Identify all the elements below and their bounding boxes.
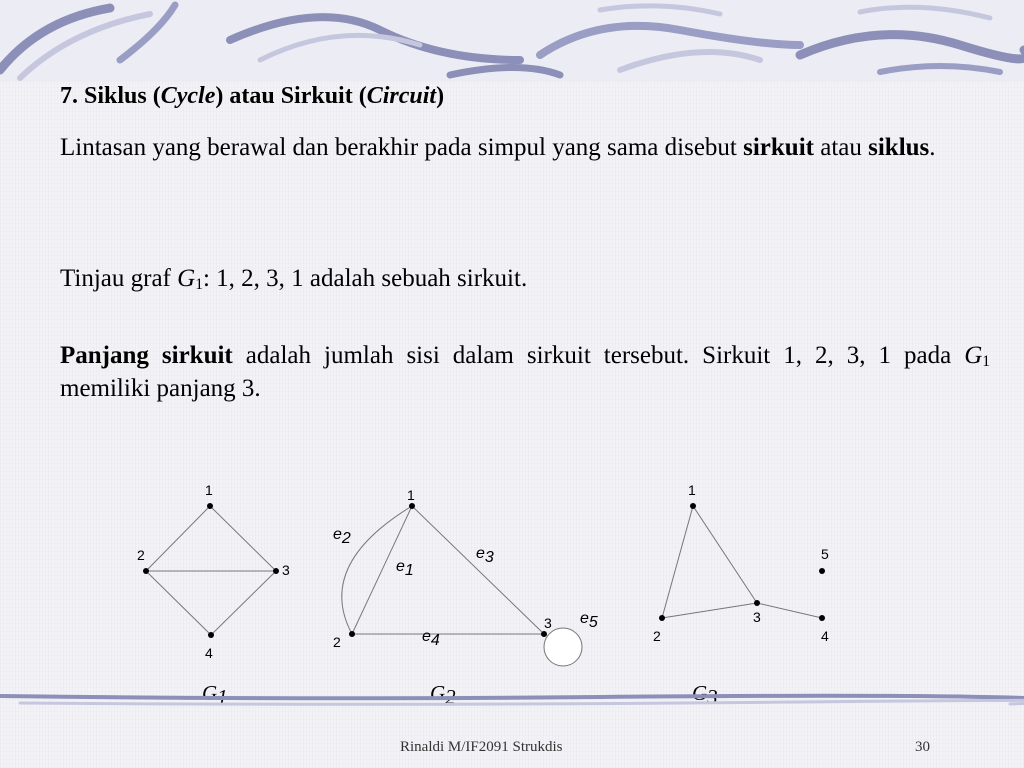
graph-g3 xyxy=(653,482,829,709)
g2-vertex-3 xyxy=(541,631,547,637)
title-term-cycle: Cycle xyxy=(160,83,216,109)
length-paragraph xyxy=(60,340,990,405)
p2-graph-sub: 1 xyxy=(195,276,203,294)
g2-vertex-label-1: 1 xyxy=(407,487,415,503)
slide-title xyxy=(60,81,990,112)
g2-vertex-1 xyxy=(409,503,415,509)
top-decoration-strokes xyxy=(0,0,1024,82)
graph-g2 xyxy=(333,487,598,709)
g1-vertex-1 xyxy=(207,503,213,509)
term-sirkuit: sirkuit xyxy=(743,134,814,161)
g3-vertex-label-5: 5 xyxy=(821,546,829,562)
term-siklus: siklus xyxy=(868,134,930,161)
graph-g1 xyxy=(137,482,290,709)
g1-label: G1 xyxy=(202,681,228,709)
p2-graph-name: G xyxy=(177,265,196,292)
g2-vertex-label-3: 3 xyxy=(544,615,552,631)
g2-edge-label-e1: e1 xyxy=(396,558,414,579)
g3-vertex-label-2: 2 xyxy=(653,628,661,644)
title-middle: ) atau Sirkuit ( xyxy=(215,83,367,109)
g1-vertex-label-4: 4 xyxy=(205,645,213,661)
g3-vertex-4 xyxy=(819,615,825,621)
title-term-circuit: Circuit xyxy=(366,83,437,109)
p1-text-a: Lintasan yang berawal dan berakhir pada simpul yang sama disebut xyxy=(60,134,744,161)
g3-vertex-5 xyxy=(819,568,825,574)
title-close: ) xyxy=(436,83,445,109)
g1-vertex-3 xyxy=(273,568,279,574)
p3-text-b: memiliki panjang 3. xyxy=(60,374,261,402)
p2-text-b: : 1, 2, 3, 1 adalah sebuah sirkuit. xyxy=(202,265,528,292)
g2-edge-label-e5: e5 xyxy=(580,610,598,631)
p1-text-b: atau xyxy=(813,134,869,161)
title-number: 7. Siklus ( xyxy=(60,83,161,109)
g3-label: G3 xyxy=(692,681,718,709)
g3-vertex-2 xyxy=(659,615,665,621)
p2-text-a: Tinjau graf xyxy=(60,265,178,292)
g2-label: G2 xyxy=(430,681,456,709)
footer-author: Rinaldi M/IF2091 Strukdis xyxy=(400,739,563,755)
g1-vertex-4 xyxy=(208,632,214,638)
g2-edge-label-e2: e2 xyxy=(333,526,351,547)
term-panjang-sirkuit: Panjang sirkuit xyxy=(60,342,233,369)
g3-vertex-label-3: 3 xyxy=(753,609,761,625)
graph-illustrations xyxy=(0,470,1024,710)
p3-text-a: adalah jumlah sisi dalam sirkuit tersebut. Sirkuit 1, 2, 3, 1 pada xyxy=(232,342,965,369)
page-number: 30 xyxy=(915,739,930,755)
p1-text-c: . xyxy=(929,134,936,161)
bottom-decoration-line xyxy=(0,688,1024,710)
p3-graph-sub: 1 xyxy=(982,353,990,371)
g1-vertex-label-1: 1 xyxy=(205,482,213,498)
g3-vertex-label-1: 1 xyxy=(688,482,696,498)
g1-vertex-2 xyxy=(143,568,149,574)
example-paragraph xyxy=(60,263,990,296)
g3-vertex-label-4: 4 xyxy=(821,628,829,644)
g3-vertex-1 xyxy=(690,503,696,509)
p3-graph-name: G xyxy=(964,342,983,369)
definition-paragraph xyxy=(60,132,990,165)
g1-vertex-label-3: 3 xyxy=(282,562,290,578)
g3-vertex-3 xyxy=(754,600,760,606)
g2-vertex-label-2: 2 xyxy=(333,634,341,650)
g2-edge-label-e4: e4 xyxy=(422,628,440,649)
g1-vertex-label-2: 2 xyxy=(137,547,145,563)
g2-vertex-2 xyxy=(349,631,355,637)
g2-edge-label-e3: e3 xyxy=(476,545,494,566)
